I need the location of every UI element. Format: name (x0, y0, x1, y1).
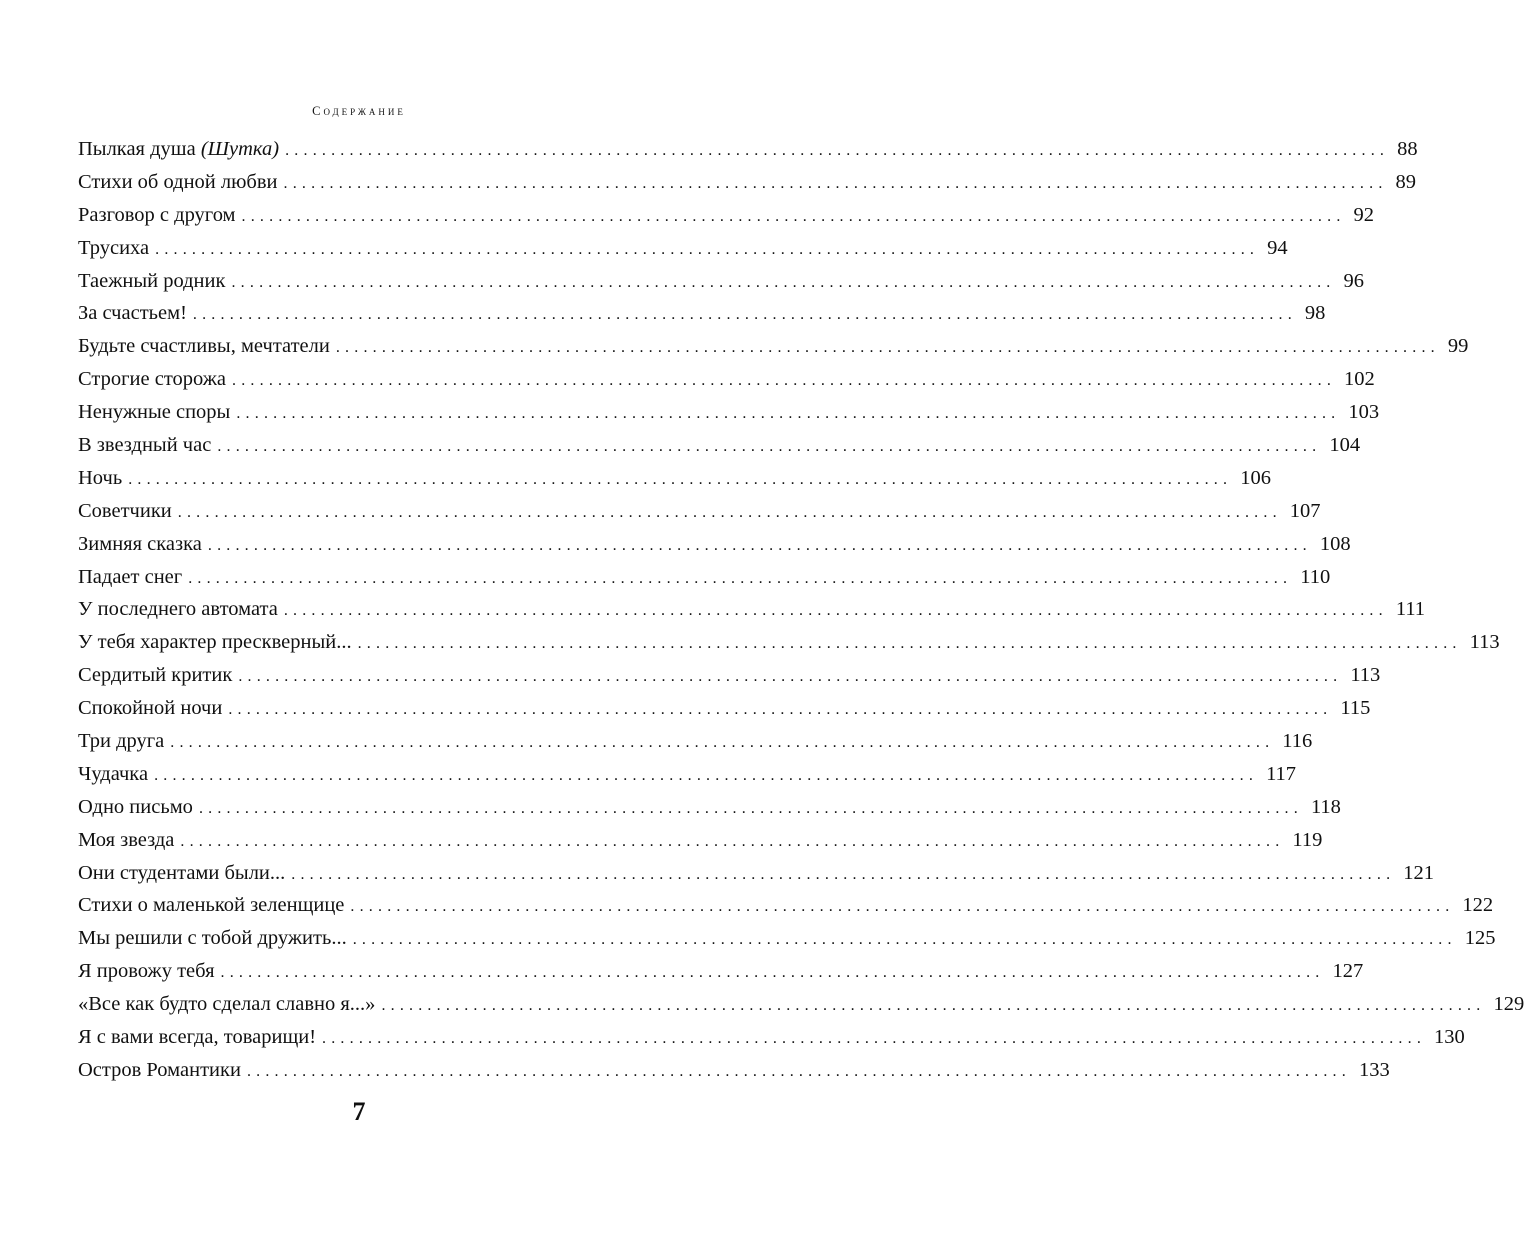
toc-entry-page: 116 (1282, 730, 1313, 753)
toc-entry-title (78, 363, 232, 396)
dot-leader: ........................................................................................................................ (236, 405, 1341, 423)
toc-entry (78, 297, 1326, 330)
dot-leader: ........................................................................................................................ (246, 1062, 1351, 1080)
dot-leader: ........................................................................................................................ (170, 734, 1275, 752)
toc-entry-page: 108 (1319, 532, 1351, 555)
toc-entry-page: 88 (1397, 138, 1418, 160)
toc-entry-page: 125 (1464, 927, 1496, 950)
toc-entry (78, 889, 1494, 922)
toc-entry-page: 110 (1300, 565, 1331, 588)
dot-leader: ........................................................................................................................ (352, 931, 1457, 949)
dot-leader: ........................................................................................................................ (155, 240, 1260, 258)
page-number: 7 (352, 1097, 366, 1126)
toc-entry-title (78, 824, 180, 857)
dot-leader: ........................................................................................................................ (335, 339, 1440, 357)
toc-entry (78, 593, 1426, 626)
toc-entry-title (78, 297, 193, 330)
toc-entry-title-text: Ночь (78, 466, 123, 489)
toc-entry (78, 133, 1418, 166)
toc-entry (78, 988, 1524, 1021)
toc-entry (78, 528, 1351, 561)
toc-entry (78, 659, 1381, 692)
dot-leader: ........................................................................................................................ (241, 207, 1346, 225)
toc-entry-title-text: Одно письмо (78, 795, 193, 818)
toc-entry (78, 166, 1417, 199)
toc-entry-title (78, 758, 154, 791)
toc-entry-title (78, 133, 285, 166)
toc-entry-title-text: Сердитый критик (78, 664, 233, 687)
toc-entry-title (78, 495, 178, 528)
toc-entry-title (78, 561, 188, 594)
toc-entry-page: 104 (1329, 434, 1361, 457)
toc-entry-title-text: У тебя характер прескверный... (78, 631, 352, 654)
dot-leader: ........................................................................................................................ (381, 997, 1486, 1015)
toc-entry (78, 922, 1496, 955)
toc-entry (78, 396, 1380, 429)
toc-entry-page: 129 (1493, 993, 1524, 1016)
dot-leader: ........................................................................................................................ (228, 701, 1333, 719)
toc-entry (78, 626, 1500, 659)
toc-entry-title-text: Советчики (78, 499, 172, 522)
toc-entry-title-text: Разговор с другом (78, 203, 236, 226)
dot-leader: ........................................................................................................................ (231, 273, 1336, 291)
toc-entry-title (78, 396, 236, 429)
toc-entry (78, 824, 1323, 857)
toc-entry-title-text: Таежный родник (78, 269, 226, 292)
dot-leader: ........................................................................................................................ (192, 306, 1297, 324)
toc-entry-title-text: В звездный час (78, 434, 212, 457)
toc-entry-title (78, 1054, 247, 1087)
dot-leader: ........................................................................................................................ (350, 898, 1455, 916)
toc-entry (78, 495, 1321, 528)
dot-leader: ........................................................................................................................ (188, 569, 1293, 587)
toc-entry-title-text: Стихи об одной любви (78, 170, 278, 193)
toc-entry-page: 127 (1332, 960, 1364, 983)
toc-entry-title (78, 955, 221, 988)
toc-entry-page: 130 (1434, 1026, 1465, 1049)
toc-entry-title-text: За счастьем! (78, 302, 187, 325)
toc-entry-title (78, 199, 242, 232)
toc-entry-title (78, 166, 284, 199)
toc-entry-page: 133 (1358, 1058, 1390, 1081)
toc-entry-page: 107 (1289, 499, 1321, 522)
toc-entry-page: 106 (1240, 466, 1271, 489)
toc-entry-title-text: Ненужные споры (78, 401, 231, 424)
toc-entry-title (78, 889, 350, 922)
toc-entry-title-text: Пылкая душа (78, 138, 196, 160)
toc-entry (78, 857, 1435, 890)
toc-entry-page: 103 (1348, 401, 1380, 424)
toc-entry (78, 758, 1297, 791)
toc-entry (78, 692, 1371, 725)
toc-entry-title (78, 988, 381, 1021)
toc-entry (78, 791, 1341, 824)
dot-leader: ........................................................................................................................ (180, 832, 1285, 850)
toc-entry (78, 955, 1364, 988)
toc-entry-title (78, 626, 358, 659)
toc-entry (78, 561, 1331, 594)
toc-entry (78, 1054, 1390, 1087)
toc-entry (78, 330, 1469, 363)
toc-entry-page: 121 (1403, 861, 1435, 884)
dot-leader: ........................................................................................................................ (283, 602, 1388, 620)
toc-entry-title-text: Я провожу тебя (78, 960, 215, 983)
toc-entry-title-text: Строгие сторожа (78, 368, 227, 391)
dot-leader: ........................................................................................................................ (154, 766, 1259, 784)
dot-leader: ........................................................................................................................ (177, 503, 1282, 521)
toc-entry-page: 99 (1447, 335, 1469, 358)
toc-entry-title (78, 330, 336, 363)
toc-entry-title-text: Они студентами были... (78, 861, 286, 884)
toc-entry-page: 119 (1292, 828, 1323, 851)
dot-leader: ........................................................................................................................ (285, 142, 1390, 159)
toc-entry-page: 118 (1310, 795, 1341, 818)
toc-entry-title (78, 791, 199, 824)
dot-leader: ........................................................................................................................ (220, 964, 1325, 982)
toc-entry-title-text: Трусиха (78, 236, 150, 259)
toc-entry-page: 122 (1462, 894, 1494, 917)
toc-entry-title (78, 922, 353, 955)
dot-leader: ........................................................................................................................ (322, 1030, 1427, 1048)
dot-leader: ........................................................................................................................ (283, 174, 1388, 192)
toc-entry (78, 265, 1364, 298)
dot-leader: ........................................................................................................................ (198, 799, 1303, 817)
dot-leader: ........................................................................................................................ (128, 470, 1233, 488)
toc-entry-title (78, 593, 284, 626)
toc-entry-page: 117 (1266, 762, 1297, 785)
toc-entry-title (78, 429, 217, 462)
toc-entry-title-text: Моя звезда (78, 828, 175, 851)
toc-entry-title-text: Три друга (78, 730, 165, 753)
toc-entry-title-text: Чудачка (78, 762, 149, 785)
toc-entry (78, 462, 1271, 495)
dot-leader: ........................................................................................................................ (207, 536, 1312, 554)
toc-entry-page: 98 (1304, 302, 1326, 325)
toc-entry-title-italic: (Шутка) (200, 138, 280, 160)
toc-entry-title (78, 659, 238, 692)
toc-entry-page: 92 (1353, 203, 1375, 226)
dot-leader: ........................................................................................................................ (217, 438, 1322, 456)
toc-entry-title-text: «Все как будто сделал славно я...» (78, 993, 376, 1016)
dot-leader: ........................................................................................................................ (232, 372, 1337, 390)
toc-entry-title-text: Мы решили с тобой дружить... (78, 927, 347, 950)
dot-leader: ........................................................................................................................ (238, 668, 1343, 686)
toc-entry-title-text: Падает снег (78, 565, 183, 588)
toc-entry-page: 94 (1267, 236, 1288, 259)
toc-entry-title (78, 232, 155, 265)
toc-entry-page: 113 (1350, 664, 1381, 687)
toc-entry (78, 1021, 1465, 1054)
toc-entry (78, 363, 1375, 396)
toc-entry (78, 199, 1375, 232)
toc-entry (78, 725, 1313, 758)
toc-entry (78, 429, 1361, 462)
toc-entry-title (78, 692, 228, 725)
toc-entry-title-text: Зимняя сказка (78, 532, 202, 555)
toc-entry-page: 115 (1340, 697, 1371, 720)
dot-leader: ........................................................................................................................ (291, 865, 1396, 883)
toc-entry-page: 111 (1395, 598, 1426, 621)
running-head: Содержание (312, 104, 406, 118)
toc-entry-title (78, 1021, 322, 1054)
toc-entry-title-text: Стихи о маленькой зеленщице (78, 894, 345, 917)
table-of-contents (78, 133, 1524, 1087)
toc-entry-page: 89 (1395, 170, 1417, 193)
dot-leader: ........................................................................................................................ (357, 635, 1462, 653)
toc-entry-title (78, 265, 231, 298)
toc-entry-title (78, 528, 208, 561)
toc-entry-title (78, 725, 170, 758)
toc-entry-title-text: Остров Романтики (78, 1058, 241, 1081)
toc-entry-title-text: Будьте счастливы, мечтатели (78, 335, 330, 358)
toc-entry-page: 102 (1344, 368, 1375, 391)
toc-entry-title (78, 857, 291, 890)
toc-entry-page: 113 (1469, 631, 1500, 654)
toc-entry-page: 96 (1343, 269, 1364, 292)
toc-entry (78, 232, 1288, 265)
toc-entry-title-text: Спокойной ночи (78, 697, 223, 720)
toc-entry-title-text: Я с вами всегда, товарищи! (78, 1026, 317, 1049)
toc-entry-title (78, 462, 128, 495)
toc-entry-title-text: У последнего автомата (78, 598, 278, 621)
